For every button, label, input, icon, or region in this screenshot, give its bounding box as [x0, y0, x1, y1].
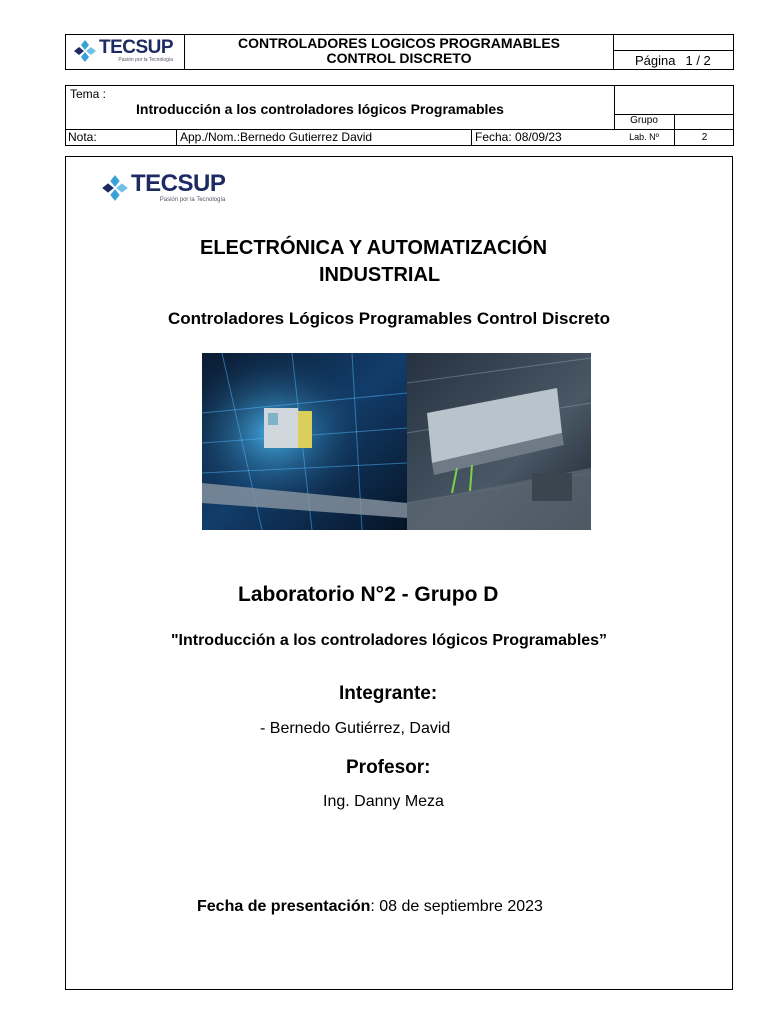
career-line2: INDUSTRIAL	[319, 264, 441, 286]
presentation-date	[197, 898, 543, 916]
header-logo-cell	[65, 34, 185, 70]
career-line1: ELECTRÓNICA Y AUTOMATIZACIÓN	[200, 237, 548, 259]
page-value: 1 / 2	[685, 53, 711, 68]
nota-divider	[176, 129, 177, 146]
tecsup-logo-icon	[73, 39, 97, 63]
presentation-date-label: Fecha de presentación	[197, 898, 371, 915]
header-title-cell	[185, 34, 614, 70]
lab-subtitle: "Introducción a los controladores lógicos Programables”	[170, 632, 608, 649]
header-page-top	[614, 34, 734, 51]
plc-photo-graphic	[202, 353, 591, 530]
header-title-line1: CONTROLADORES LOGICOS PROGRAMABLES	[237, 35, 560, 51]
career-title	[100, 235, 700, 289]
course-title: Controladores Lógicos Programables Control Discreto	[167, 309, 611, 328]
tema-value: Introducción a los controladores lógicos Programables	[136, 101, 504, 117]
tecsup-logo-icon	[101, 174, 129, 202]
lab-label: Lab. Nº	[629, 132, 659, 142]
tema-label: Tema :	[70, 87, 107, 101]
header-page-cell	[614, 51, 734, 70]
lab-title: Laboratorio N°2 - Grupo D	[238, 583, 499, 606]
grupo-label: Grupo	[630, 115, 658, 126]
profesor-label: Profesor:	[346, 757, 431, 778]
integrante-value: - Bernedo Gutiérrez, David	[260, 720, 451, 737]
logo-wordmark: TECSUP	[99, 37, 174, 58]
cover-logo-wordmark: TECSUP	[131, 170, 226, 197]
plc-photo	[202, 353, 591, 530]
lab-value: 2	[701, 132, 708, 143]
header-title-line2: CONTROL DISCRETO	[326, 50, 472, 66]
nota-label: Nota:	[68, 130, 97, 144]
app-nom: App./Nom.:Bernedo Gutierrez David	[180, 130, 373, 144]
cover-logo-tagline: Pasión por la Tecnología	[159, 197, 226, 203]
integrante-label: Integrante:	[339, 683, 438, 704]
fecha-divider	[471, 129, 472, 146]
info-fecha: Fecha: 08/09/23	[475, 130, 562, 144]
presentation-date-value: : 08 de septiembre 2023	[370, 898, 543, 915]
page-label: Página	[635, 53, 676, 68]
tecsup-logo	[73, 38, 173, 63]
cover-logo	[101, 172, 225, 204]
info-row-divider	[65, 129, 734, 130]
profesor-value: Ing. Danny Meza	[323, 793, 444, 810]
logo-tagline: Pasión por la Tecnología	[118, 57, 174, 63]
